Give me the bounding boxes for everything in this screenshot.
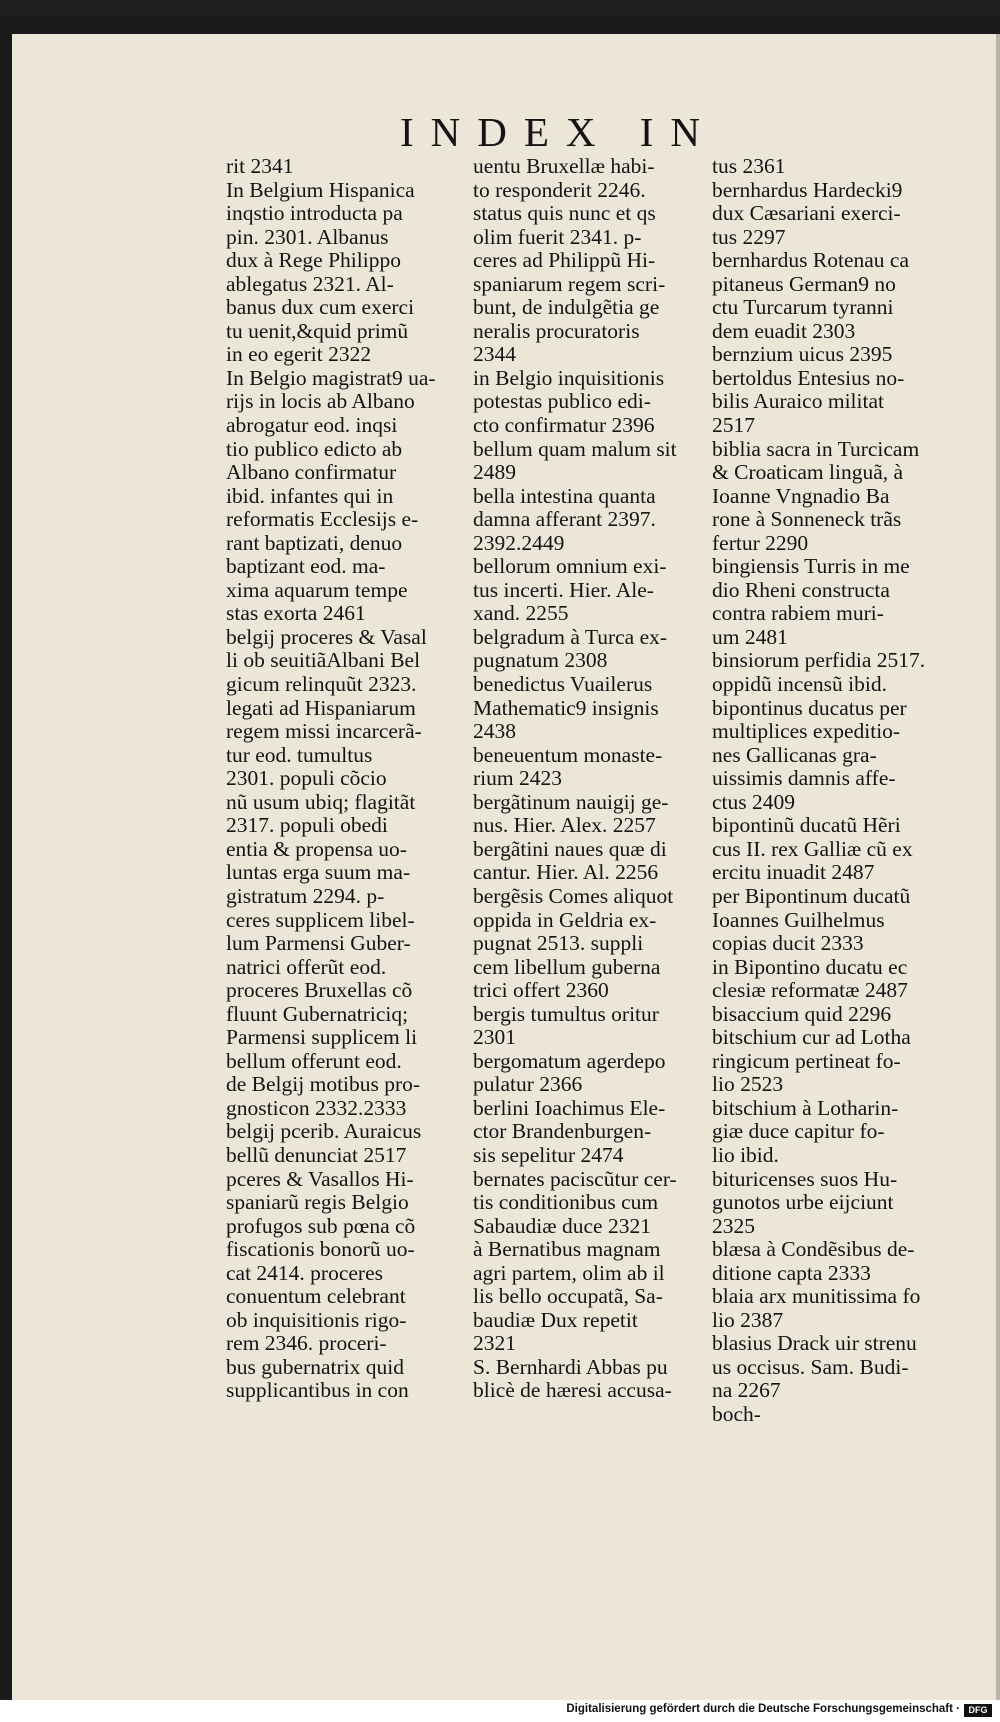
index-entry-line: pin. 2301. Albanus — [226, 225, 389, 249]
index-entry-line: cus II. rex Galliæ cũ ex — [712, 837, 913, 861]
index-entry-line: gistratum 2294. p- — [226, 884, 385, 908]
index-entry-line: rijs in locis ab Albano — [226, 390, 415, 414]
index-column-1 — [226, 155, 451, 1403]
index-entry-line: nes Gallicanas gra- — [712, 743, 877, 767]
index-entry-line: us occisus. Sam. Budi- — [712, 1355, 909, 1379]
index-entry-line: lio ibid. — [712, 1143, 779, 1167]
index-entry-line: bergis tumultus oritur — [473, 1002, 659, 1026]
index-entry-line: per Bipontinum ducatũ — [712, 884, 911, 908]
page-heading: INDEX IN — [400, 109, 718, 155]
index-entry-line: cem libellum guberna — [473, 955, 661, 979]
index-entry-line: Ioanne Vngnadio Ba — [712, 484, 890, 508]
index-entry-line: lum Parmensi Guber- — [226, 932, 411, 956]
index-entry-line: Albano confirmatur — [226, 461, 397, 485]
page-edge — [996, 34, 1000, 1706]
index-entry-line: berlini Ioachimus Ele- — [473, 1096, 666, 1120]
index-entry-line: bernates paciscũtur cer- — [473, 1167, 677, 1191]
index-entry-line: legati ad Hispaniarum — [226, 696, 416, 720]
index-entry-line: in eo egerit 2322 — [226, 343, 372, 367]
index-entry-line: 2301 — [473, 1026, 516, 1050]
index-entry-line: bipontinũ ducatũ Hẽri — [712, 814, 901, 838]
index-entry-line: blicè de hæresi accusa- — [473, 1379, 672, 1403]
index-entry-line: fluunt Gubernatriciq; — [226, 1002, 409, 1026]
index-entry-line: ctus 2409 — [712, 790, 796, 814]
index-entry-line: Mathematic9 insignis — [473, 696, 659, 720]
index-entry-line: xand. 2255 — [473, 602, 569, 626]
index-entry-line: luntas erga suum ma- — [226, 861, 411, 885]
index-entry-line: bernhardus Hardecki9 — [712, 178, 903, 202]
index-entry-line: 2517 — [712, 414, 755, 438]
index-entry-line: de Belgij motibus pro- — [226, 1073, 421, 1097]
index-entry-line: nus. Hier. Alex. 2257 — [473, 814, 656, 838]
index-entry-line: pulatur 2366 — [473, 1073, 583, 1097]
index-entry-line: ringicum pertineat fo- — [712, 1049, 901, 1073]
index-entry-line: lio 2387 — [712, 1308, 784, 1332]
index-entry-line: xima aquarum tempe — [226, 578, 408, 602]
index-entry-line: bituricenses suos Hu- — [712, 1167, 898, 1191]
index-entry-line: proceres Bruxellas cõ — [226, 979, 413, 1003]
index-entry-line: bellũ denunciat 2517 — [226, 1143, 407, 1167]
index-entry-line: agri partem, olim ab il — [473, 1261, 665, 1285]
index-entry-line: neralis procuratoris — [473, 319, 640, 343]
index-entry-line: In Belgio magistrat9 ua- — [226, 366, 436, 390]
index-entry-line: tus 2361 — [712, 155, 786, 178]
index-entry-line: abrogatur eod. inqsi — [226, 414, 398, 438]
index-entry-line: bisaccium quid 2296 — [712, 1002, 892, 1026]
index-entry-line: fertur 2290 — [712, 531, 809, 555]
index-entry-line: ceres supplicem libel- — [226, 908, 415, 932]
index-entry-line: 2392.2449 — [473, 531, 565, 555]
index-entry-line: bertoldus Entesius no- — [712, 366, 905, 390]
index-entry-line: ob inquisitionis rigo- — [226, 1308, 407, 1332]
index-entry-line: entia & propensa uo- — [226, 837, 407, 861]
index-entry-line: bella intestina quanta — [473, 484, 656, 508]
index-entry-line: regem missi incarcerã- — [226, 720, 422, 744]
index-entry-line: dem euadit 2303 — [712, 319, 856, 343]
index-entry-line: 2344 — [473, 343, 516, 367]
index-entry-line: nũ usum ubiq; flagitãt — [226, 790, 416, 814]
index-entry-line: uissimis damnis affe- — [712, 767, 896, 791]
index-entry-line: copias ducit 2333 — [712, 932, 864, 956]
index-entry-line: blaia arx munitissima fo — [712, 1285, 921, 1309]
index-entry-line: bus gubernatrix quid — [226, 1355, 404, 1379]
index-entry-line: conuentum celebrant — [226, 1285, 406, 1309]
index-entry-line: gicum relinquũt 2323. — [226, 673, 417, 697]
index-entry-line: profugos sub pœna cõ — [226, 1214, 416, 1238]
index-entry-line: belgij pcerib. Auraicus — [226, 1120, 422, 1144]
footer-bar — [0, 1700, 1000, 1722]
index-entry-line: ibid. infantes qui in — [226, 484, 394, 508]
index-entry-line: 2325 — [712, 1214, 755, 1238]
index-entry-line: pceres & Vasallos Hi- — [226, 1167, 414, 1191]
index-entry-line: ceres ad Philippũ Hi- — [473, 249, 656, 273]
index-entry-line: à Bernatibus magnam — [473, 1238, 661, 1262]
index-entry-line: ditione capta 2333 — [712, 1261, 871, 1285]
index-entry-line: bellorum omnium exi- — [473, 555, 667, 579]
index-entry-line: tur eod. tumultus — [226, 743, 373, 767]
index-entry-line: 2321 — [473, 1332, 516, 1356]
index-entry-line: sis sepelitur 2474 — [473, 1143, 624, 1167]
index-entry-line: bernhardus Rotenau ca — [712, 249, 910, 273]
index-entry-line: In Belgium Hispanica — [226, 178, 415, 202]
index-entry-line: contra rabiem muri- — [712, 602, 884, 626]
index-entry-line: dux à Rege Philippo — [226, 249, 401, 273]
index-entry-line: rem 2346. proceri- — [226, 1332, 387, 1356]
index-entry-line: bellum quam malum sit — [473, 437, 677, 461]
index-entry-line: bingiensis Turris in me — [712, 555, 910, 579]
index-entry-line: 2438 — [473, 720, 516, 744]
index-entry-line: pugnatum 2308 — [473, 649, 608, 673]
index-entry-line: bellum offerunt eod. — [226, 1049, 402, 1073]
index-entry-line: multiplices expeditio- — [712, 720, 901, 744]
index-entry-line: bergẽsis Comes aliquot — [473, 884, 674, 908]
index-column-2 — [473, 155, 698, 1403]
index-entry-line: 2317. populi obedi — [226, 814, 388, 838]
index-entry-line: inqstio introducta pa — [226, 202, 403, 226]
index-entry-line: to responderit 2246. — [473, 178, 646, 202]
index-entry-line: Parmensi supplicem li — [226, 1026, 418, 1050]
index-entry-line: bergãtini naues quæ di — [473, 837, 667, 861]
index-entry-line: trici offert 2360 — [473, 979, 609, 1003]
index-entry-line: giæ duce capitur fo- — [712, 1120, 885, 1144]
index-entry-line: belgradum à Turca ex- — [473, 625, 668, 649]
index-entry-line: bilis Auraico militat — [712, 390, 884, 414]
index-entry-line: blasius Drack uir strenu — [712, 1332, 917, 1356]
index-entry-line: pitaneus German9 no — [712, 272, 896, 296]
index-entry-line: clesiæ reformatæ 2487 — [712, 979, 908, 1003]
index-entry-line: 2489 — [473, 461, 516, 485]
index-entry-line: bergãtinum nauigij ge- — [473, 790, 669, 814]
index-entry-line: rone à Sonneneck trãs — [712, 508, 902, 532]
index-entry-line: bunt, de indulgẽtia ge — [473, 296, 660, 320]
index-entry-line: fiscationis bonorũ uo- — [226, 1238, 415, 1262]
index-entry-line: um 2481 — [712, 625, 788, 649]
index-entry-line: tis conditionibus cum — [473, 1191, 659, 1215]
index-entry-line: tu uenit,&quid primũ — [226, 319, 409, 343]
index-entry-line: oppida in Geldria ex- — [473, 908, 657, 932]
index-entry-line: tio publico edicto ab — [226, 437, 403, 461]
index-entry-line: biblia sacra in Turcicam — [712, 437, 920, 461]
index-entry-line: lis bello occupatã, Sa- — [473, 1285, 663, 1309]
index-column-3 — [712, 155, 948, 1427]
index-entry-line: oppidũ incensũ ibid. — [712, 673, 887, 697]
index-entry-line: rium 2423 — [473, 767, 562, 791]
index-entry-line: in Belgio inquisitionis — [473, 366, 665, 390]
dfg-logo: DFG — [964, 1704, 992, 1717]
index-entry-line: status quis nunc et qs — [473, 202, 656, 226]
index-entry-line: & Croaticam linguã, à — [712, 461, 904, 485]
index-entry-line: binsiorum perfidia 2517. — [712, 649, 926, 673]
index-entry-line: gunotos urbe eijciunt — [712, 1191, 894, 1215]
index-entry-line: Ioannes Guilhelmus — [712, 908, 885, 932]
index-entry-line: gnosticon 2332.2333 — [226, 1096, 407, 1120]
index-entry-line: tus 2297 — [712, 225, 786, 249]
index-entry-line: damna afferant 2397. — [473, 508, 656, 532]
index-entry-line: baudiæ Dux repetit — [473, 1308, 638, 1332]
index-entry-line: reformatis Ecclesijs e- — [226, 508, 419, 532]
index-entry-line: rant baptizati, denuo — [226, 531, 403, 555]
index-entry-line: ctor Brandenburgen- — [473, 1120, 652, 1144]
index-entry-line: cto confirmatur 2396 — [473, 414, 655, 438]
funding-notice: Digitalisierung gefördert durch die Deutsche Forschungsgemeinschaft · — [566, 1703, 960, 1715]
index-entry-line: cantur. Hier. Al. 2256 — [473, 861, 659, 885]
index-entry-line: in Bipontino ducatu ec — [712, 955, 908, 979]
index-entry-line: baptizant eod. ma- — [226, 555, 386, 579]
index-entry-line: cat 2414. proceres — [226, 1261, 383, 1285]
index-entry-line: Sabaudiæ duce 2321 — [473, 1214, 651, 1238]
index-entry-line: 2301. populi cõcio — [226, 767, 387, 791]
index-entry-line: uentu Bruxellæ habi- — [473, 155, 655, 178]
index-entry-line: ercitu inuadit 2487 — [712, 861, 875, 885]
index-entry-line: olim fuerit 2341. p- — [473, 225, 642, 249]
index-entry-line: pugnat 2513. suppli — [473, 932, 644, 956]
index-entry-line: li ob seuitiãAlbani Bel — [226, 649, 421, 673]
index-entry-line: bipontinus ducatus per — [712, 696, 907, 720]
index-entry-line: beneuentum monaste- — [473, 743, 663, 767]
index-entry-line: stas exorta 2461 — [226, 602, 366, 626]
index-entry-line: lio 2523 — [712, 1073, 784, 1097]
index-entry-line: na 2267 — [712, 1379, 781, 1403]
index-entry-line: potestas publico edi- — [473, 390, 651, 414]
index-entry-line: S. Bernhardi Abbas pu — [473, 1355, 668, 1379]
index-entry-line: benedictus Vuailerus — [473, 673, 653, 697]
index-entry-line: belgij proceres & Vasal — [226, 625, 427, 649]
index-entry-line: supplicantibus in con — [226, 1379, 409, 1403]
index-entry-line: bergomatum agerdepo — [473, 1049, 666, 1073]
index-entry-line: ctu Turcarum tyranni — [712, 296, 894, 320]
index-entry-line: rit 2341 — [226, 155, 294, 178]
index-entry-line: ablegatus 2321. Al- — [226, 272, 394, 296]
index-entry-line: dio Rheni constructa — [712, 578, 890, 602]
index-entry-line: dux Cæsariani exerci- — [712, 202, 901, 226]
index-entry-line: bernzium uicus 2395 — [712, 343, 893, 367]
index-entry-line: spaniarum regem scri- — [473, 272, 666, 296]
index-entry-line: bitschium cur ad Lotha — [712, 1026, 911, 1050]
index-entry-line: spaniarũ regis Belgio — [226, 1191, 409, 1215]
index-entry-line: boch- — [712, 1402, 761, 1426]
index-entry-line: tus incerti. Hier. Ale- — [473, 578, 654, 602]
index-entry-line: blæsa à Condẽsibus de- — [712, 1238, 915, 1262]
index-entry-line: banus dux cum exerci — [226, 296, 415, 320]
index-entry-line: bitschium à Lotharin- — [712, 1096, 899, 1120]
index-entry-line: natrici offerũt eod. — [226, 955, 387, 979]
